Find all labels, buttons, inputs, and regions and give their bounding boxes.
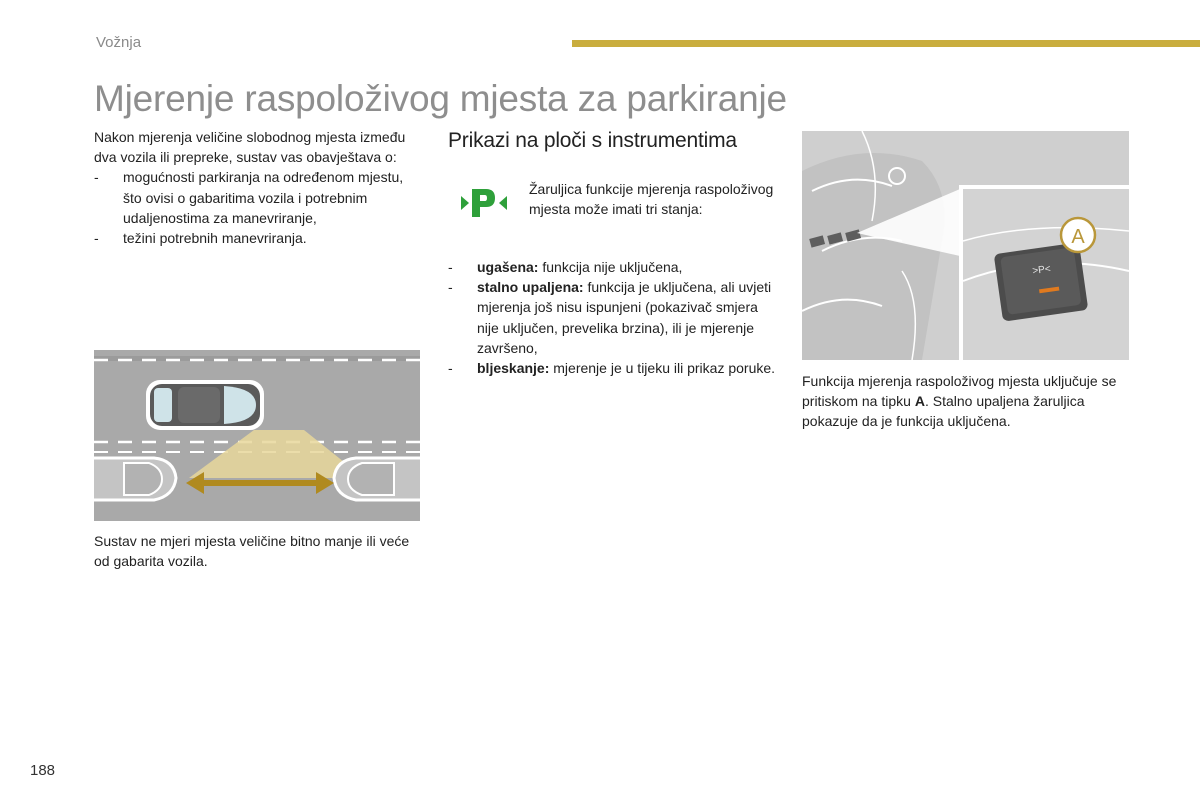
state-label: stalno upaljena: [477, 279, 584, 296]
list-item: - mogućnosti parkiranja na određenom mjestu, što ovisi o gabaritima vozila i potrebnim udaljenostima za manevriranje, [94, 167, 424, 228]
state-label: ugašena: [477, 259, 539, 275]
indicator-description: Žaruljica funkcije mjerenja raspoloživog mjesta može imati tri stanja: [529, 181, 774, 218]
list-item [448, 277, 778, 358]
state-label: bljeskanje: [477, 360, 550, 377]
list-item [448, 257, 778, 277]
svg-text:>P<: >P< [1031, 263, 1052, 278]
section-heading: Prikazi na ploči s instrumentima [448, 129, 737, 152]
parking-measurement-illustration [94, 350, 420, 521]
header-accent-bar [572, 40, 1200, 47]
state-text: mjerenje je u tijeku ili prikaz poruke. [549, 360, 776, 377]
list-item [448, 358, 778, 378]
parked-car-right-icon [334, 458, 420, 500]
caption-text: Funkcija mjerenja raspoloživog mjesta uključuje se pritiskom na tipku [802, 373, 1117, 410]
state-text: funkcija nije uključena, [538, 259, 683, 275]
dashboard-button-illustration [802, 131, 1129, 360]
intro-text: Nakon mjerenja veličine slobodnog mjesta između dva vozila ili prepreke, sustav vas obavještava o: [94, 129, 406, 166]
page-number: 188 [30, 762, 56, 779]
page-title: Mjerenje raspoloživog mjesta za parkiranje [94, 78, 787, 119]
section-label: Vožnja [96, 34, 142, 51]
notify-list [94, 167, 424, 248]
illustration-caption: Sustav ne mjeri mjesta veličine bitno manje ili veće od gabarita vozila. [94, 533, 410, 570]
intro-block [94, 127, 424, 248]
callout-letter: A [1071, 226, 1085, 248]
measuring-car-icon [146, 380, 264, 430]
button-caption [802, 371, 1142, 432]
list-item: - težini potrebnih manevriranja. [94, 228, 424, 248]
caption-text: . Stalno upaljena žaruljica pokazuje da je funkcija uključena. [802, 393, 1085, 430]
caption-bold: A [914, 393, 925, 410]
lamp-states-list [448, 257, 778, 378]
parking-space-indicator-icon [459, 186, 509, 220]
parked-car-left-icon [94, 458, 176, 500]
state-text: funkcija je uključena, ali uvjeti mjerenja još nisu ispunjeni (pokazivač smjera nije uključen, prevelika brzina), ili je mjerenje završeno, [477, 279, 772, 356]
